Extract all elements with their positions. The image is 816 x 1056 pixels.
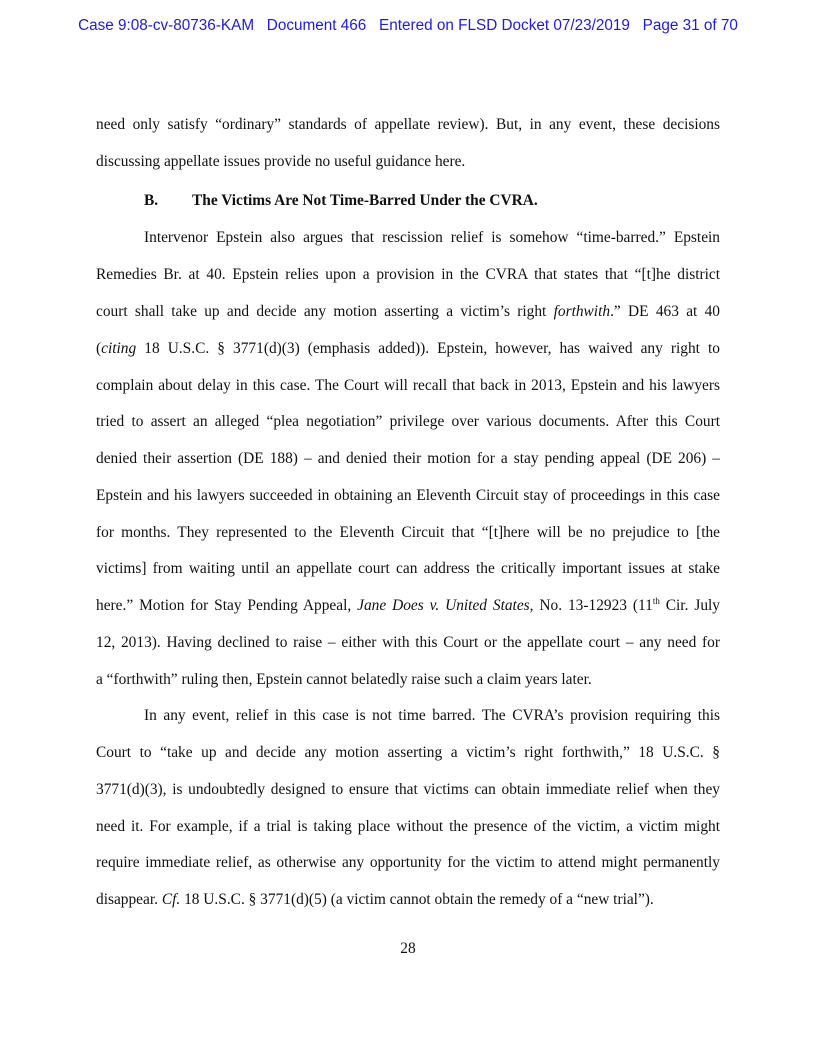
text-line: tried to assert an alleged “plea negotiation” privilege over various documents. After this Court [96, 413, 720, 430]
text-line: need it. For example, if a trial is taking place without the presence of the victim, a victim might [96, 818, 720, 835]
text-line [96, 339, 720, 359]
text-line: In any event, relief in this case is not time barred. The CVRA’s provision requiring this [144, 707, 720, 724]
text-run: 18 U.S.C. § 3771(d)(5) (a victim cannot obtain the remedy of a “new trial”). [180, 891, 654, 908]
italic-text-run: citing [101, 340, 137, 357]
text-line: a “forthwith” ruling then, Epstein cannot belatedly raise such a claim years later. [96, 671, 592, 688]
text-line [96, 596, 720, 616]
text-line: discussing appellate issues provide no useful guidance here. [96, 153, 466, 170]
text-line: Epstein and his lawyers succeeded in obtaining an Eleventh Circuit stay of proceedings in this case [96, 487, 720, 504]
text-line [96, 302, 720, 322]
page-number: 28 [400, 940, 416, 957]
text-run: , No. 13-12923 (11 [529, 597, 653, 614]
text-run: Cir. July [659, 597, 720, 614]
text-line: need only satisfy “ordinary” standards of appellate review). But, in any event, these decisions [96, 116, 720, 133]
section-heading [144, 191, 538, 211]
text-line: denied their assertion (DE 188) – and denied their motion for a stay pending appeal (DE 206) – [96, 450, 720, 467]
italic-text-run: forthwith [553, 303, 611, 320]
text-run: disappear. [96, 891, 162, 908]
text-line [96, 890, 720, 910]
text-line: 12, 2013). Having declined to raise – either with this Court or the appellate court – any need for [96, 634, 720, 651]
text-line: Intervenor Epstein also argues that rescission relief is somehow “time-barred.” Epstein [144, 229, 720, 246]
text-line: Remedies Br. at 40. Epstein relies upon a provision in the CVRA that states that “[t]he district [96, 266, 720, 283]
text-line: 3771(d)(3), is undoubtedly designed to ensure that victims can obtain immediate relief when they [96, 781, 720, 798]
case-citation-italic: Jane Does v. United States [357, 597, 530, 614]
text-run: .” DE 463 at 40 [610, 303, 720, 320]
text-run: court shall take up and decide any motion asserting a victim’s right [96, 303, 554, 320]
section-heading-number: B. [144, 192, 159, 209]
ecf-header-stamp: Case 9:08-cv-80736-KAM Document 466 Entered on FLSD Docket 07/23/2019 Page 31 of 70 [78, 17, 738, 34]
text-line: for months. They represented to the Eleventh Circuit that “[t]here will be no prejudice to [the [96, 524, 720, 541]
text-line: complain about delay in this case. The Court will recall that back in 2013, Epstein and his lawyers [96, 377, 720, 394]
superscript-ordinal: th [652, 596, 660, 606]
text-line: Court to “take up and decide any motion asserting a victim’s right forthwith,” 18 U.S.C. § [96, 744, 720, 761]
text-line: victims] from waiting until an appellate court can address the critically important issues at stake [96, 560, 720, 577]
text-line: require immediate relief, as otherwise any opportunity for the victim to attend might permanently [96, 854, 720, 871]
text-run: 18 U.S.C. § 3771(d)(3) (emphasis added)). Epstein, however, has waived any right to [136, 340, 720, 357]
text-run: here.” Motion for Stay Pending Appeal, [96, 597, 358, 614]
italic-text-run: Cf. [161, 891, 181, 908]
text-run: ( [96, 340, 102, 357]
section-heading-title: The Victims Are Not Time-Barred Under the CVRA. [192, 192, 538, 209]
